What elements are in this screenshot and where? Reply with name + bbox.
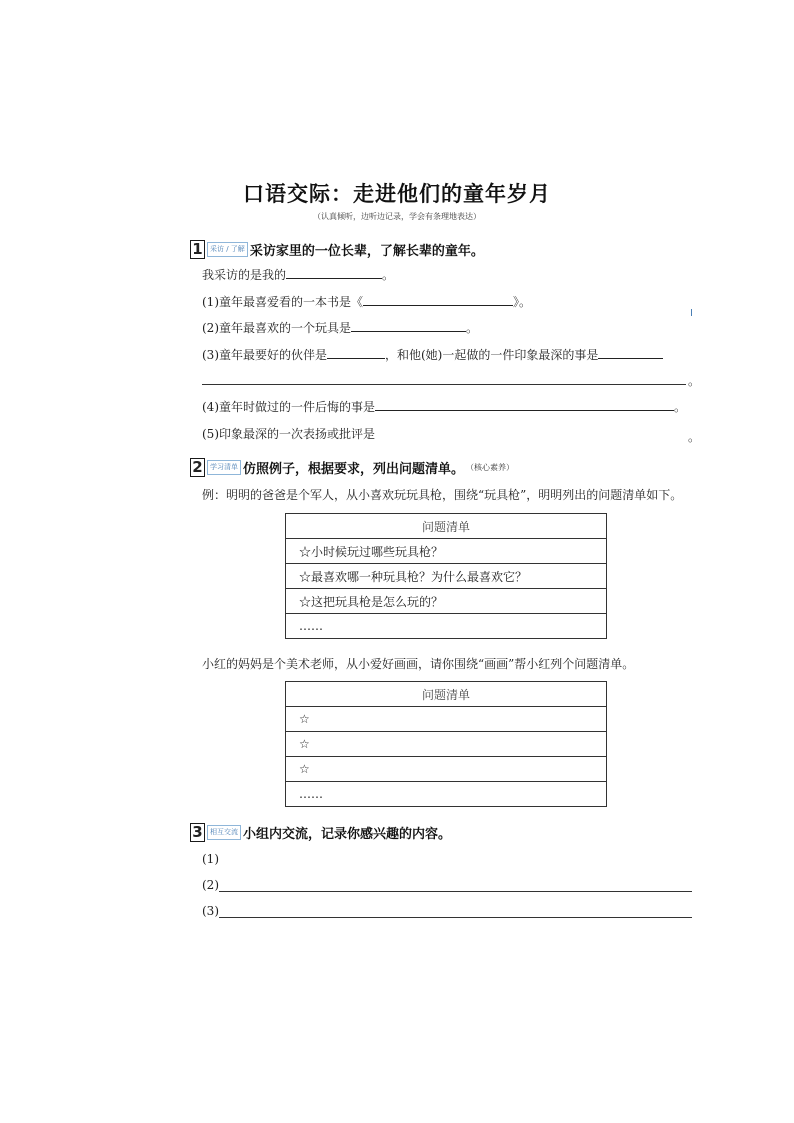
intro-end: 。 (382, 268, 395, 282)
table-row: ☆小时候玩过哪些玩具枪？ (286, 539, 607, 564)
answer-line[interactable] (219, 891, 692, 892)
question-text: ，和他(她)一起做的一件印象最深的事是 (385, 348, 599, 362)
section-2-heading (190, 457, 514, 477)
table-header: 问题清单 (286, 514, 607, 539)
record-item-3: (3) (202, 904, 219, 918)
intro-line (202, 266, 394, 283)
example-text: 例：明明的爸爸是个军人，从小喜欢玩玩具枪，围绕“玩具枪”，明明列出的问题清单如下。 (202, 488, 683, 502)
answer-blank[interactable] (598, 346, 663, 359)
margin-mark (691, 309, 692, 316)
section-number: 3 (190, 823, 205, 842)
prompt-text: 小红的妈妈是个美术老师，从小爱好画画，请你围绕“画画”帮小红列个问题清单。 (202, 657, 635, 671)
answer-blank[interactable] (286, 266, 382, 279)
section-3-heading (190, 822, 451, 842)
line-end: 。 (688, 430, 701, 444)
answer-question-list (285, 681, 607, 807)
answer-line[interactable] (202, 384, 686, 385)
question-end: 》。 (513, 295, 532, 309)
answer-blank[interactable] (327, 346, 385, 359)
question-3 (202, 346, 663, 363)
question-text: (3)童年最要好的伙伴是 (202, 348, 327, 362)
question-end: 。 (466, 321, 479, 335)
section-title: 小组内交流，记录你感兴趣的内容。 (243, 826, 452, 842)
section-number: 1 (190, 240, 205, 259)
table-row: …… (286, 614, 607, 639)
section-title: 仿照例子，根据要求，列出问题清单。 (243, 461, 465, 477)
table-row: …… (286, 782, 607, 807)
record-item-1: (1) (202, 852, 219, 866)
answer-blank[interactable] (363, 293, 513, 306)
question-end: 。 (674, 400, 687, 414)
line-end: 。 (688, 374, 701, 388)
section-tag: 相互交流 (207, 825, 241, 840)
section-1-heading (190, 239, 484, 259)
question-text: (1)童年最喜爱看的一本书是《 (202, 295, 363, 309)
table-row[interactable]: ☆ (286, 732, 607, 757)
intro-text: 我采访的是我的 (202, 268, 287, 282)
question-text: (5)印象最深的一次表扬或批评是 (202, 427, 375, 441)
section-note: （核心素养） (466, 462, 515, 472)
question-4 (202, 398, 686, 415)
answer-line[interactable] (219, 917, 692, 918)
section-title: 采访家里的一位长辈，了解长辈的童年。 (249, 243, 484, 259)
table-row[interactable]: ☆ (286, 757, 607, 782)
question-5 (202, 425, 375, 442)
section-number: 2 (190, 458, 205, 477)
record-item-2: (2) (202, 878, 219, 892)
section-tag: 采访 / 了解 (207, 242, 248, 257)
question-text: (2)童年最喜欢的一个玩具是 (202, 321, 351, 335)
table-header: 问题清单 (286, 682, 607, 707)
question-text: (4)童年时做过的一件后悔的事是 (202, 400, 375, 414)
answer-blank[interactable] (375, 398, 674, 411)
question-1 (202, 293, 531, 310)
answer-blank[interactable] (351, 319, 466, 332)
table-row[interactable]: ☆ (286, 707, 607, 732)
example-question-list (285, 513, 607, 639)
section-tag: 学习清单 (207, 460, 241, 475)
question-2 (202, 319, 478, 336)
table-row: ☆这把玩具枪是怎么玩的？ (286, 589, 607, 614)
table-row: ☆最喜欢哪一种玩具枪？为什么最喜欢它？ (286, 564, 607, 589)
page-subtitle: （认真倾听，边听边记录，学会有条理地表达） (313, 212, 481, 221)
page-title: 口语交际：走进他们的童年岁月 (243, 181, 551, 206)
